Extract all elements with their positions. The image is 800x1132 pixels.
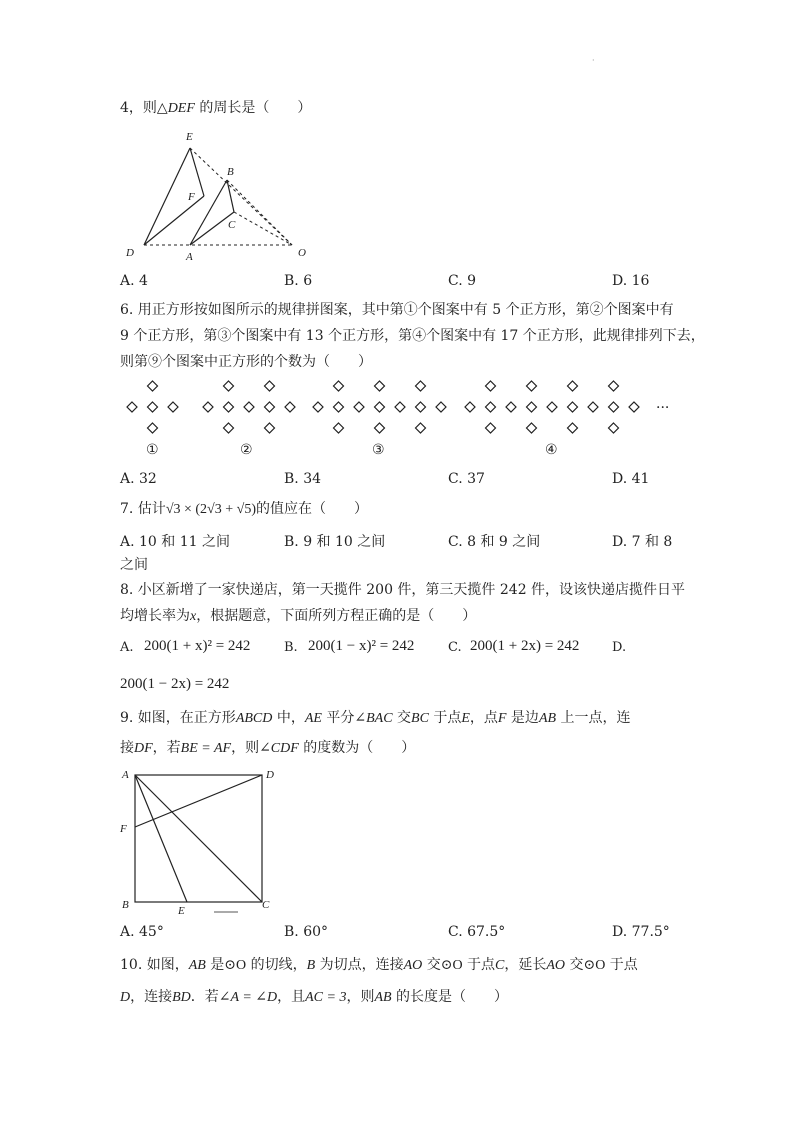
q6-square-p1-mid-0 [127, 402, 137, 412]
q4-option-b: B. 6 [284, 273, 313, 289]
q6-square-p4-mid-5 [568, 402, 578, 412]
q6-square-p2-top-0 [224, 381, 234, 391]
q6-square-p1-mid-2 [168, 402, 178, 412]
q6-square-p3-mid-2 [354, 402, 364, 412]
q9-line-2: 接DF，若BE = AF，则∠CDF 的度数为（ ） [120, 740, 416, 756]
q6-option-a: A. 32 [120, 471, 157, 487]
q8-option-b: 200(1 − x)² = 242 [308, 638, 415, 654]
q6-square-p2-top-1 [265, 381, 275, 391]
q6-option-b: B. 34 [284, 471, 322, 487]
q7-option-d: D. 7 和 8 [612, 534, 673, 550]
q9-line-1: 9. 如图，在正方形ABCD 中，AE 平分∠BAC 交BC 于点E，点F 是边AB 上一点，连 [120, 710, 631, 726]
q6-option-d: D. 41 [612, 471, 650, 487]
q4-label-b: B [227, 166, 234, 178]
page-dot: · [592, 56, 595, 65]
q6-square-p4-mid-7 [609, 402, 619, 412]
q6-pattern-label-2: ② [240, 442, 253, 458]
q6-square-p4-mid-1 [486, 402, 496, 412]
q8-option-a: 200(1 + x)² = 242 [144, 638, 251, 654]
q6-square-p3-top-1 [375, 381, 385, 391]
q9-option-c: C. 67.5° [448, 924, 506, 940]
q6-square-p3-bottom-1 [375, 423, 385, 433]
q6-square-p3-bottom-0 [334, 423, 344, 433]
q6-square-p4-top-1 [527, 381, 537, 391]
q6-square-p3-top-2 [416, 381, 426, 391]
q4-option-d: D. 16 [612, 273, 650, 289]
q6-square-p3-top-0 [334, 381, 344, 391]
q4-figure [120, 128, 320, 264]
q6-square-p1-mid-1 [148, 402, 158, 412]
q6-square-p3-mid-3 [375, 402, 385, 412]
q7-option-c: C. 8 和 9 之间 [448, 534, 541, 550]
q4-label-c: C [228, 219, 236, 231]
q8-option-a-label: A. [120, 640, 134, 655]
q6-square-p2-bottom-1 [265, 423, 275, 433]
q6-pattern-label-4: ④ [545, 442, 558, 458]
q9-figure [118, 766, 278, 916]
q6-pattern-label-3: ③ [372, 442, 385, 458]
q6-square-p1-top-0 [148, 381, 158, 391]
q9-option-d: D. 77.5° [612, 924, 670, 940]
q6-square-p3-mid-6 [436, 402, 446, 412]
q7-option-d-wrap: 之间 [120, 557, 148, 573]
q8-option-c-label: C. [448, 640, 462, 655]
q6-square-p3-mid-0 [313, 402, 323, 412]
q6-square-p3-mid-4 [395, 402, 405, 412]
q8-option-d: 200(1 − 2x) = 242 [120, 676, 230, 692]
q9-label-f: F [120, 823, 127, 835]
q4-option-a: A. 4 [120, 273, 148, 289]
q4-label-d: D [126, 247, 134, 259]
q9-label-c: C [262, 899, 270, 911]
q6-square-p2-bottom-0 [224, 423, 234, 433]
q6-ellipsis: ··· [656, 400, 670, 416]
q6-square-p3-mid-5 [416, 402, 426, 412]
q4-label-f: F [188, 191, 195, 203]
q4-label-a: A [186, 251, 193, 263]
q10-line-2: D，连接BD．若∠A = ∠D，且AC = 3，则AB 的长度是（ ） [120, 989, 509, 1005]
q9-label-d: D [266, 769, 274, 781]
q8-option-b-label: B. [284, 640, 298, 655]
q6-square-p4-bottom-3 [609, 423, 619, 433]
q6-line-2: 9 个正方形，第③个图案中有 13 个正方形，第④个图案中有 17 个正方形，此规律排列下去， [120, 328, 705, 344]
q6-square-p4-top-2 [568, 381, 578, 391]
q6-square-p1-bottom-0 [148, 423, 158, 433]
q6-square-p2-mid-3 [265, 402, 275, 412]
q6-square-p4-bottom-1 [527, 423, 537, 433]
q9-label-a: A [122, 769, 129, 781]
q10-line-1: 10. 如图，AB 是⊙O 的切线，B 为切点，连接AO 交⊙O 于点C，延长AO 交⊙O 于点 [120, 957, 638, 973]
q6-square-p4-mid-8 [629, 402, 639, 412]
q6-square-p4-top-3 [609, 381, 619, 391]
q6-square-p4-mid-6 [588, 402, 598, 412]
q6-square-p4-mid-2 [506, 402, 516, 412]
q4-option-c: C. 9 [448, 273, 477, 289]
q6-patterns [120, 376, 700, 458]
q7-option-b: B. 9 和 10 之间 [284, 534, 386, 550]
q9-option-b: B. 60° [284, 924, 329, 940]
q6-square-p2-mid-4 [285, 402, 295, 412]
q6-square-p4-top-0 [486, 381, 496, 391]
q6-square-p4-bottom-2 [568, 423, 578, 433]
q6-square-p4-bottom-0 [486, 423, 496, 433]
q6-square-p2-mid-0 [203, 402, 213, 412]
q6-square-p2-mid-2 [244, 402, 254, 412]
q4-stem: 4，则△DEF 的周长是（ ） [120, 100, 312, 116]
q8-line-2: 均增长率为x，根据题意，下面所列方程正确的是（ ） [120, 608, 477, 624]
q6-pattern-label-1: ① [146, 442, 159, 458]
q6-line-1: 6. 用正方形按如图所示的规律拼图案，其中第①个图案中有 5 个正方形，第②个图案中有 [120, 302, 674, 318]
q4-label-o: O [298, 247, 306, 259]
q6-option-c: C. 37 [448, 471, 485, 487]
q6-square-p4-mid-4 [547, 402, 557, 412]
q4-label-e: E [186, 131, 193, 143]
q8-option-d-label: D. [612, 640, 627, 655]
q9-option-a: A. 45° [120, 924, 164, 940]
q6-square-p3-bottom-2 [416, 423, 426, 433]
q6-line-3: 则第⑨个图案中正方形的个数为（ ） [120, 354, 372, 370]
q8-option-c: 200(1 + 2x) = 242 [470, 638, 580, 654]
q9-label-e: E [178, 905, 185, 916]
q6-square-p4-mid-0 [465, 402, 475, 412]
q7-stem: 7. 估计√3 × (2√3 + √5)的值应在（ ） [120, 501, 368, 517]
q6-square-p2-mid-1 [224, 402, 234, 412]
q7-option-a: A. 10 和 11 之间 [120, 534, 230, 550]
q9-label-b: B [122, 899, 129, 911]
q8-line-1: 8. 小区新增了一家快递店，第一天揽件 200 件，第三天揽件 242 件，设该快递店揽件日平 [120, 582, 686, 598]
q6-square-p3-mid-1 [334, 402, 344, 412]
q6-square-p4-mid-3 [527, 402, 537, 412]
